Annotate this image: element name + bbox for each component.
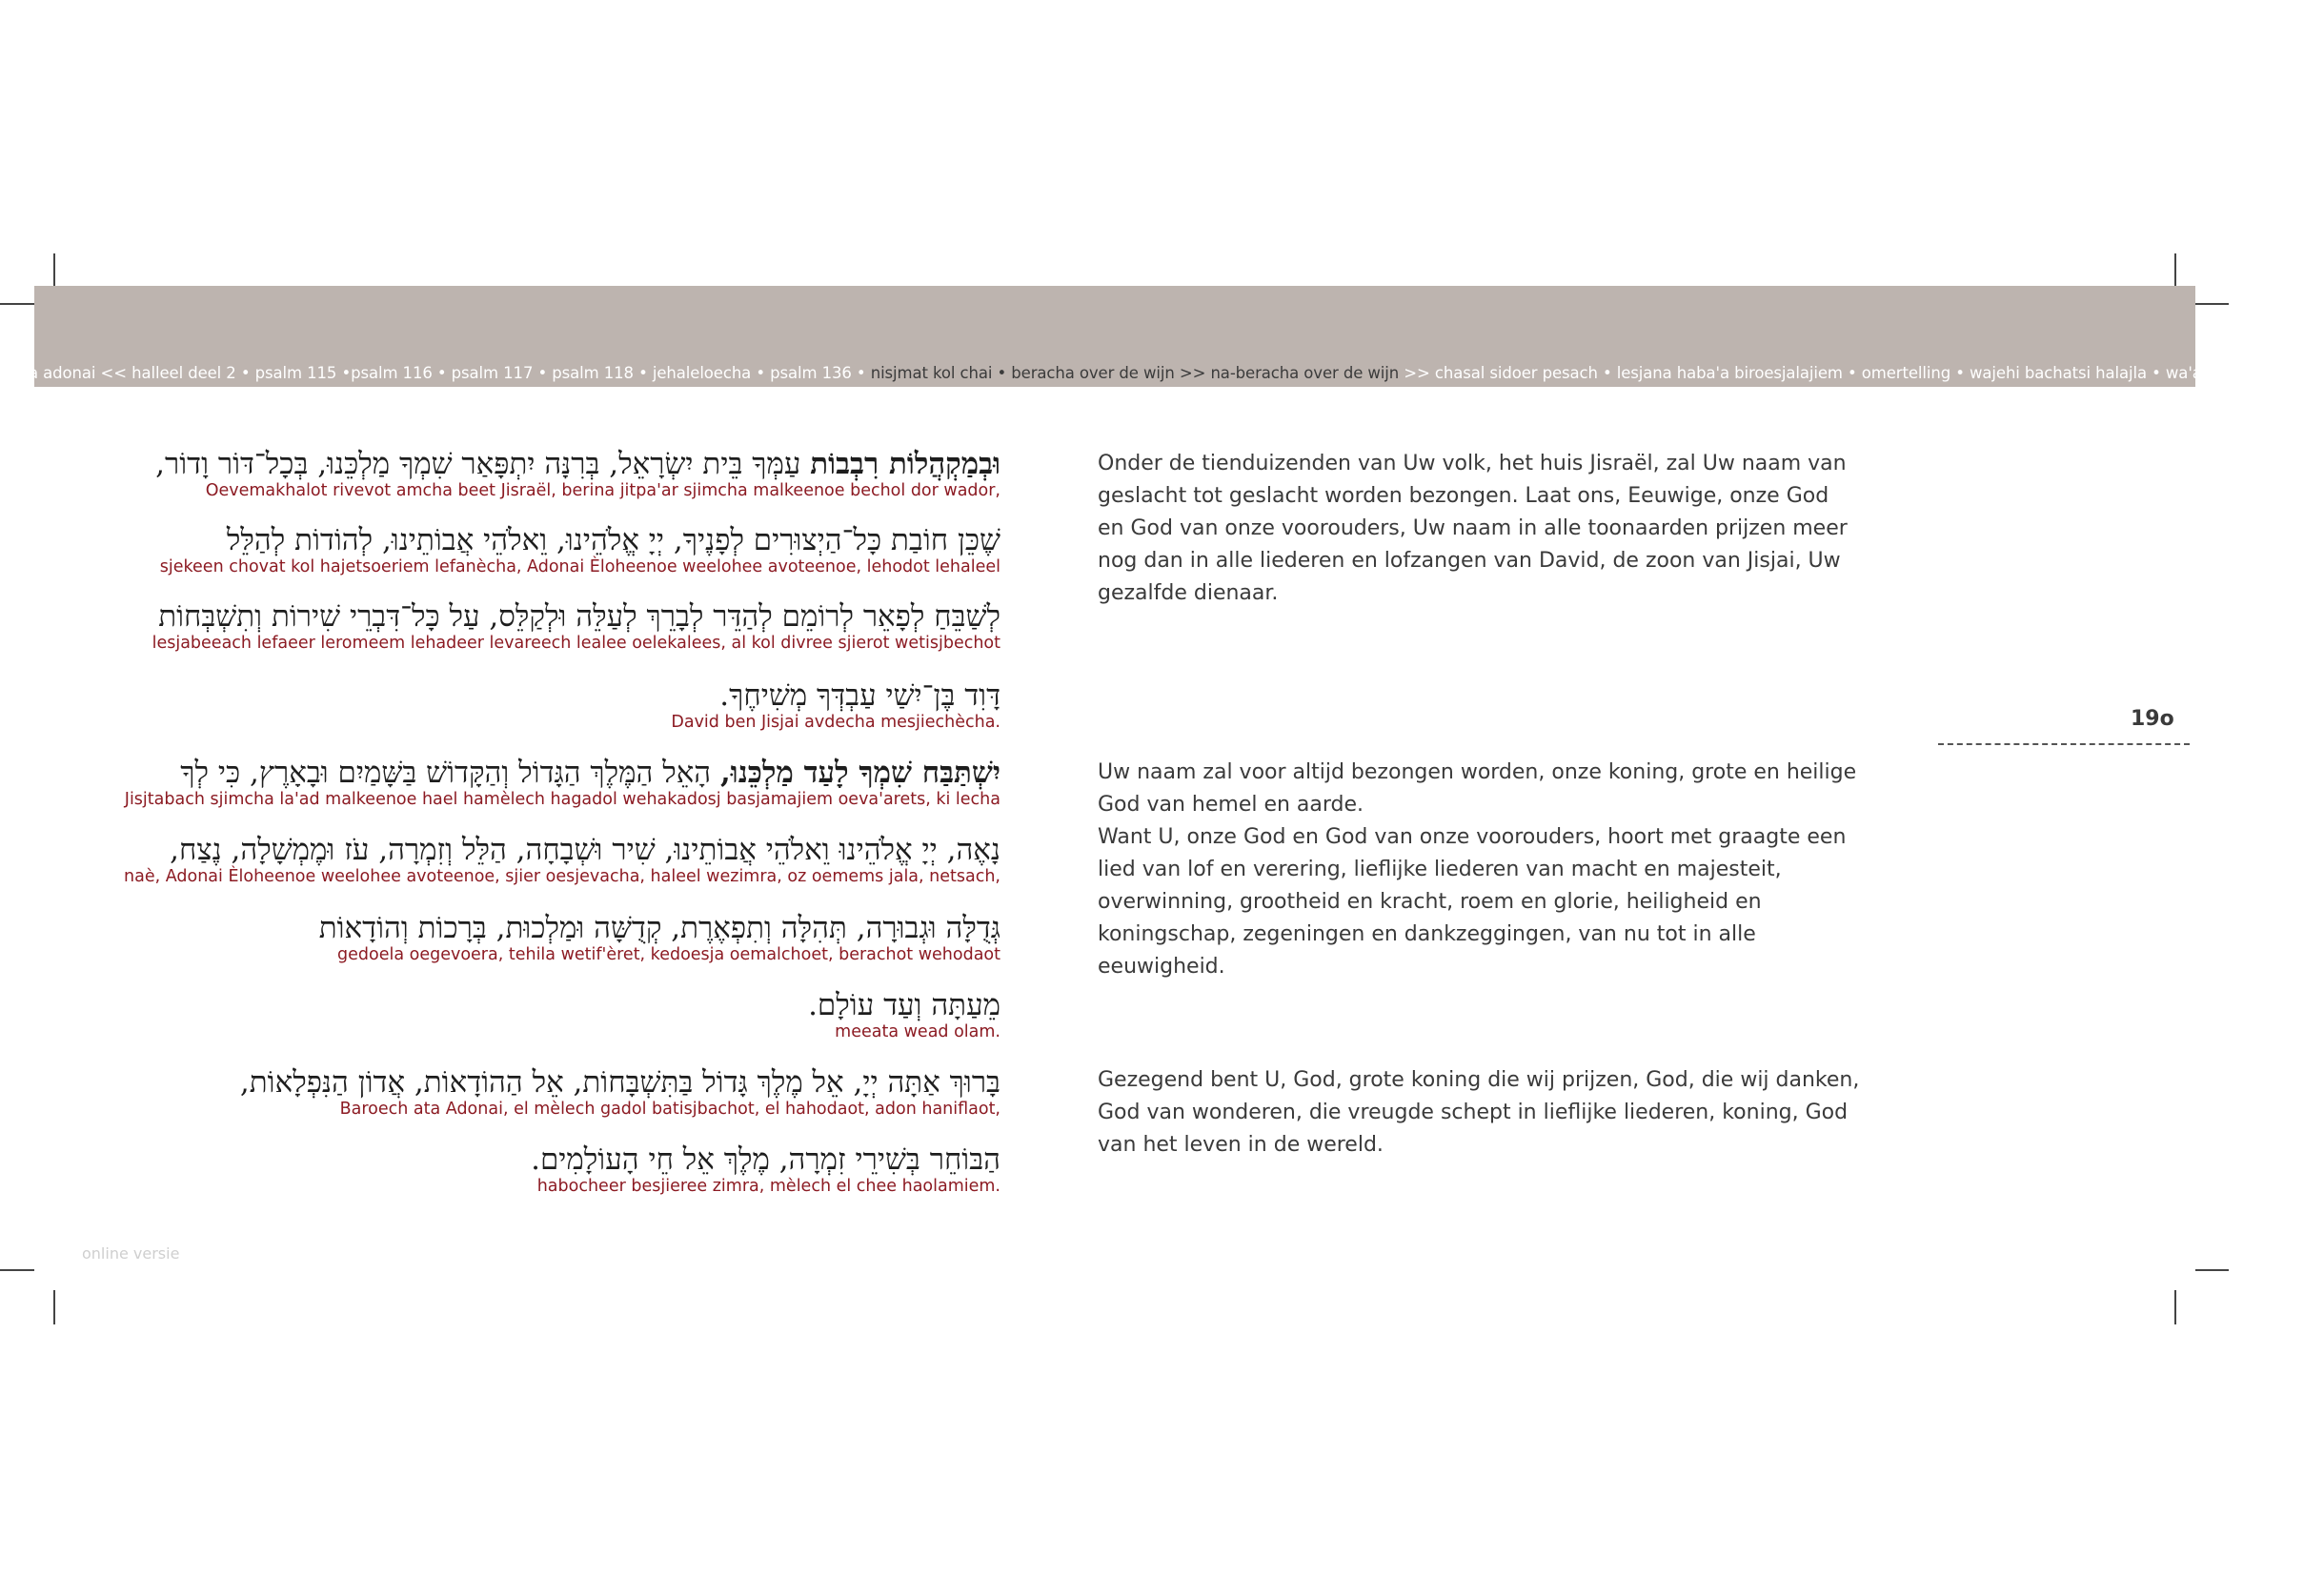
verse-1 — [155, 446, 1000, 501]
crop-mark — [0, 303, 34, 305]
page-number: 19o — [2131, 707, 2174, 731]
hebrew-line: שֶׁכֵּן חוֹבַת כָּל־הַיְצוּרִים לְפָנֶיךָ, יְיָ אֱלֹהֵינוּ, וֵאלֹהֵי אֲבוֹתֵינוּ, לְהוֹדוֹת לְהַלֵּל — [226, 523, 1000, 557]
hebrew-bold: וּבְמַקְהֲלוֹת רִבְבוֹת — [810, 447, 1000, 481]
nav-active-section[interactable]: nisjmat kol chai • beracha over de wijn >> na-beracha over de wijn — [870, 364, 1400, 382]
online-version-label: online versie — [82, 1244, 180, 1263]
hebrew-line — [125, 755, 1000, 791]
transliteration-line: lesjabeeach lefaeer leromeem lehadeer levareech lealee oelekalees, al kol divree sjierot wetisjbechot — [152, 634, 1000, 653]
verse-6 — [124, 832, 1000, 887]
crop-mark — [53, 1290, 55, 1324]
verse-4 — [671, 677, 1000, 733]
transliteration-line: gedoela oegevoera, tehila wetif'èret, kedoesja oemalchoet, berachot wehodaot — [337, 945, 1000, 964]
section-navigation — [29, 364, 2324, 382]
transliteration-line: Oevemakhalot rivevot amcha beet Jisraël, berina jitpa'ar sjimcha malkeenoe bechol dor wador, — [205, 481, 1000, 500]
dutch-paragraph-3: Gezegend bent U, God, grote koning die wij prijzen, God, die wij danken, God van wonderen, die vreugde schept in lieflijke liederen, koning, God van het leven in de wereld. — [1098, 1068, 1860, 1157]
transliteration-line: habocheer besjieree zimra, mèlech el chee haolamiem. — [536, 1177, 1000, 1196]
hebrew-text: הָאֵל הַמֶּלֶךְ הַגָּדוֹל וְהַקָּדוֹשׁ בַּשָּׁמַיִם וּבָאָרֶץ, כִּי לְךָ — [180, 756, 720, 790]
hebrew-line: לְשַׁבֵּחַ לְפָאֵר לְרוֹמֵם לְהַדֵּר לְבָרֵךְ לְעַלֵּה וּלְקַלֵּס, עַל כָּל־דִּבְרֵי שִׁירוֹת וְתִשְׁבְּחוֹת — [158, 599, 1000, 634]
transliteration-line: meeata wead olam. — [835, 1022, 1000, 1041]
verse-8 — [808, 987, 1000, 1042]
crop-mark — [2174, 1290, 2176, 1324]
crop-mark — [0, 1269, 34, 1271]
transliteration-line: Jisjtabach sjimcha la'ad malkeenoe hael hamèlech hagadol wehakadosj basjamajiem oeva'arets, ki lecha — [124, 790, 1000, 809]
verse-7 — [319, 910, 1000, 965]
verse-5 — [125, 755, 1000, 810]
crop-mark — [2195, 303, 2229, 305]
verse-3 — [152, 598, 1000, 654]
verse-9 — [240, 1064, 1000, 1120]
verse-10 — [531, 1142, 1000, 1197]
hebrew-line: דָּוִד בֶּן־יִשַׁי עַבְדְּךָ מְשִׁיחֶךָ. — [719, 678, 1000, 713]
header-band — [29, 286, 2324, 387]
hebrew-line: מֵעַתָּה וְעַד עוֹלָם. — [808, 988, 1000, 1022]
transliteration-line: sjekeen chovat kol hajetsoeriem lefanècha, Adonai Èloheenoe weelohee avoteenoe, lehodot lehaleel — [159, 557, 1000, 576]
transliteration-line: David ben Jisjai avdecha mesjiechècha. — [671, 713, 1000, 732]
page-number-divider — [1938, 743, 2190, 745]
hebrew-line: הַבּוֹחֵר בְּשִׁירֵי זִמְרָה, מֶלֶךְ אֵל חֵי הָעוֹלָמִים. — [531, 1142, 1000, 1177]
hebrew-line: נָאֶה, יְיָ אֱלֹהֵינוּ וֵאלֹהֵי אֲבוֹתֵינוּ, שִׁיר וּשְׁבָחָה, הַלֵּל וְזִמְרָה, עֹז וּמֶמְשָׁלָה, נֶצַח, — [170, 833, 1000, 867]
dutch-paragraph-2a: Uw naam zal voor altijd bezongen worden, onze koning, grote en heilige God van hemel en aarde. — [1098, 760, 1857, 817]
hebrew-line: גְּדֻלָּה וּגְבוּרָה, תְּהִלָּה וְתִפְאֶרֶת, קְדֻשָּׁה וּמַלְכוּת, בְּרָכוֹת וְהוֹדָאוֹת — [318, 911, 1000, 945]
transliteration-line: naè, Adonai Èloheenoe weelohee avoteenoe, sjier oesjevacha, haleel wezimra, oz oemems jala, netsach, — [124, 867, 1000, 886]
hebrew-line — [155, 446, 1000, 482]
nav-after[interactable]: >> chasal sidoer pesach • lesjana haba'a biroesjalajiem • omertelling • wajehi bachatsi halajla • wa'amartem zevach — [1399, 364, 2324, 382]
dutch-paragraph-2b: Want U, onze God en God van onze voorouders, hoort met graagte een lied van lof en verering, lieflijke liederen van macht en majesteit, overwinning, grootheid en kracht, roem en glorie, heiligheid en koningschap, zegeningen en dankzeggingen, van nu tot in alle eeuwigheid. — [1098, 825, 1847, 979]
hebrew-text: עַמְּךָ בֵּית יִשְׂרָאֵל, בְּרִנָּה יִתְפָּאַר שִׁמְךָ מַלְכֵּנוּ, בְּכָל־דּוֹר וָדוֹר, — [155, 447, 811, 481]
transliteration-line: Baroech ata Adonai, el mèlech gadol batisjbachot, el hahodaot, adon haniflaot, — [339, 1100, 1000, 1119]
hebrew-bold: יִשְׁתַּבַּח שִׁמְךָ לָעַד מַלְכֵּנוּ, — [720, 756, 1000, 790]
verse-2 — [160, 522, 1000, 577]
hebrew-line: בָּרוּךְ אַתָּה יְיָ, אֵל מֶלֶךְ גָּדוֹל בַּתִּשְׁבָּחוֹת, אֵל הַהוֹדָאוֹת, אֲדוֹן הַנִּפְלָאוֹת, — [239, 1065, 1000, 1100]
dutch-paragraph-1: Onder de tienduizenden van Uw volk, het huis Jisraël, zal Uw naam van geslacht tot geslacht worden bezongen. Laat ons, Eeuwige, onze God en God van onze voorouders, Uw naam in alle toonaarden prijzen meer nog dan in alle liederen en lofzangen van David, de zoon van Jisjai, Uw gezalfde dienaar. — [1098, 452, 1848, 605]
crop-mark — [2195, 1269, 2229, 1271]
nav-before[interactable]: a adonai << halleel deel 2 • psalm 115 •psalm 116 • psalm 117 • psalm 118 • jehaleloecha • psalm 136 • — [29, 364, 871, 382]
